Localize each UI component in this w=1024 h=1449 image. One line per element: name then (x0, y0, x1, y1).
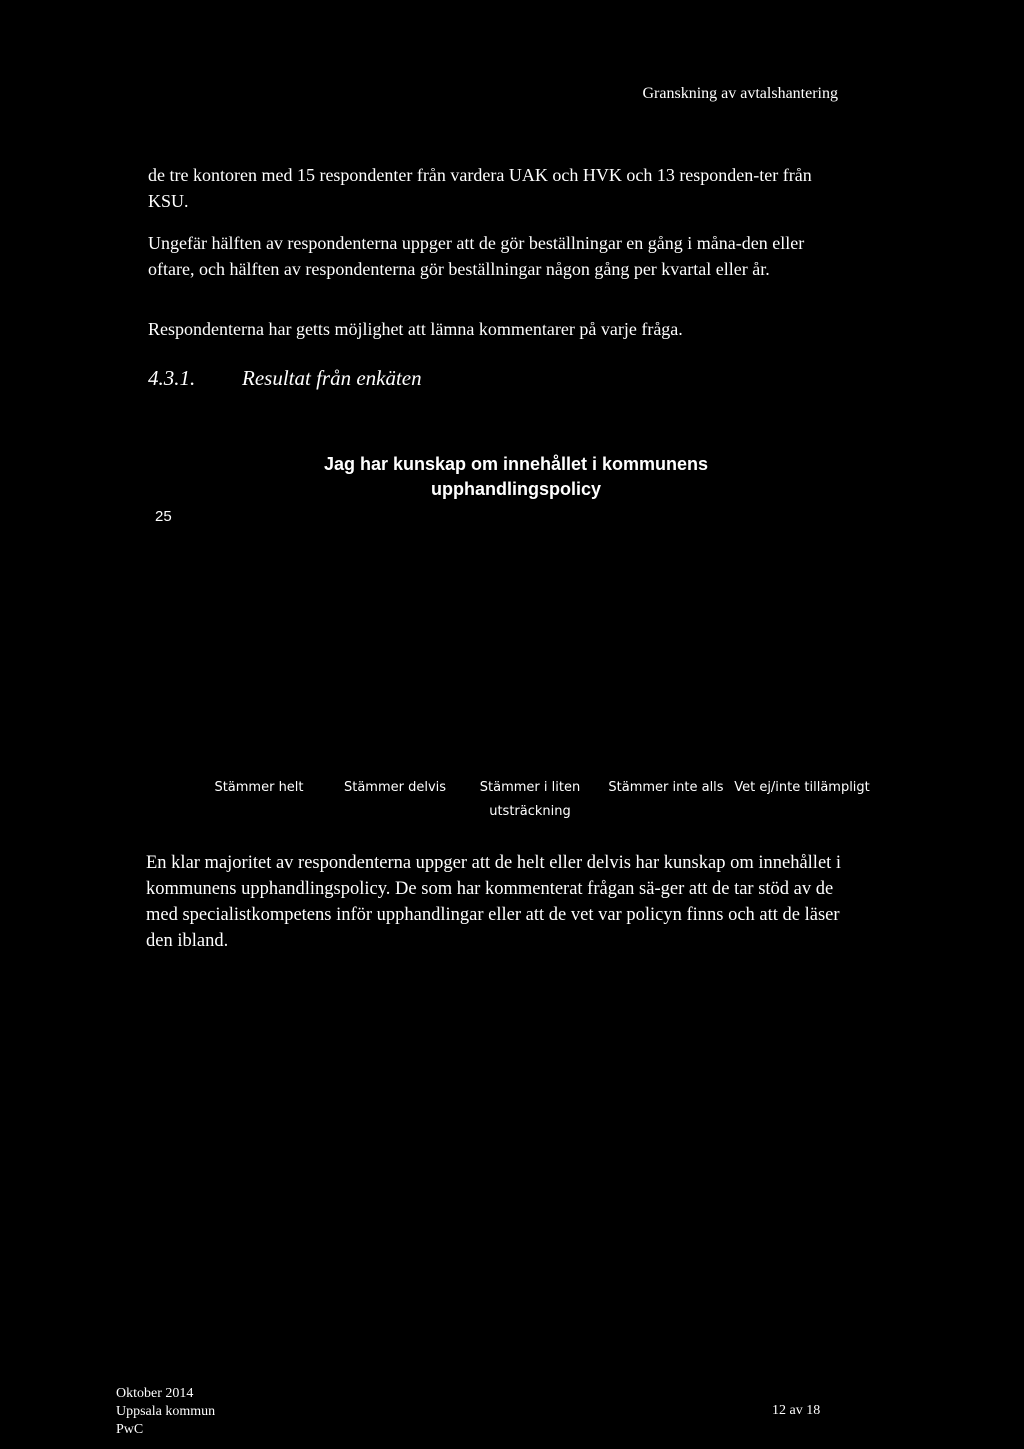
paragraph-order-frequency: Ungefär hälften av respondenterna uppger att de gör beställningar en gång i måna-den eller oftare, och hälften av respondenterna gör beställningar någon gång per kvartal eller år. (148, 233, 805, 279)
paragraph-respondents: de tre kontoren med 15 respondenter från vardera UAK och HVK och 13 responden-ter från KSU. (148, 165, 812, 211)
paragraph-chart-summary: En klar majoritet av respondenterna uppger att de helt eller delvis har kunskap om innehållet i kommunens upphandlingspolicy. De som har kommenterat frågan sä-ger att de tar stöd av de med specialistkompetens inför upphandlingar eller att de vet var policyn finns och att de läser den ibland. (146, 853, 842, 951)
section-heading (148, 366, 422, 391)
running-header: Granskning av avtalshantering (642, 85, 838, 102)
section-number: 4.3.1. (148, 366, 196, 390)
footer-date: Oktober 2014 (116, 1386, 194, 1401)
paragraph-comments: Respondenterna har getts möjlighet att lämna kommentarer på varje fråga. (148, 319, 683, 339)
footer-organization: Uppsala kommun (116, 1404, 216, 1419)
category-label-stammer-helt: Stämmer helt (214, 780, 304, 795)
category-label-stammer-i-liten: Stämmer i liten utsträckning (479, 780, 581, 819)
category-label-vet-ej: Vet ej/inte tillämpligt (734, 780, 870, 795)
category-label-stammer-inte-alls: Stämmer inte alls (608, 780, 724, 795)
y-tick-label: 25 (155, 508, 172, 525)
category-label-stammer-delvis: Stämmer delvis (343, 780, 447, 795)
page-number: 12 av 18 (772, 1403, 821, 1418)
bar-chart (190, 500, 880, 770)
chart-title: Jag har kunskap om innehållet i kommunens upphandlingspolicy (323, 454, 709, 499)
footer-left (116, 1385, 215, 1439)
footer-company: PwC (116, 1422, 144, 1437)
section-title: Resultat från enkäten (242, 366, 422, 390)
